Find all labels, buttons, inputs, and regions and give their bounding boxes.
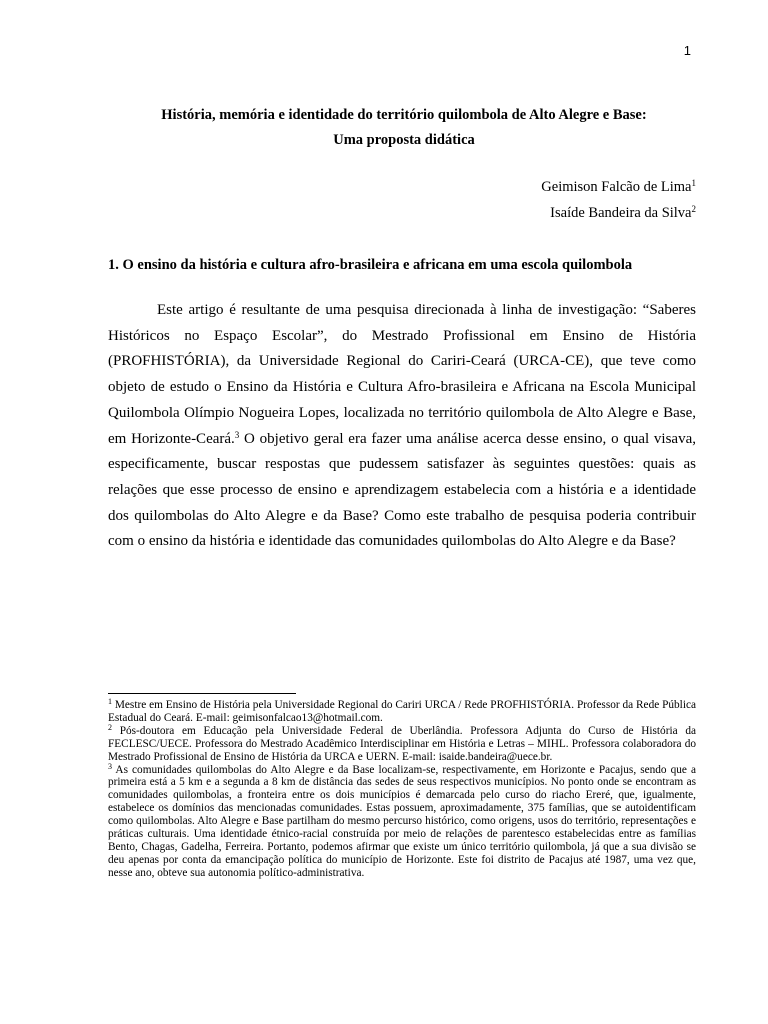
body-paragraph — [108, 298, 696, 555]
paper-title: História, memória e identidade do território quilombola de Alto Alegre e Base: — [161, 107, 647, 123]
footnote-marker: 1 — [108, 697, 112, 706]
author-2 — [550, 203, 696, 223]
paper-subtitle: Uma proposta didática — [333, 132, 475, 148]
footnote-3 — [108, 761, 696, 880]
author-1 — [541, 177, 696, 197]
footnote-separator — [108, 693, 296, 694]
footnote-marker: 2 — [108, 722, 112, 732]
footnote-text: As comunidades quilombolas do Alto Alegre e da Base localizam-se, respectivamente, em Horizonte e Pacajus, sendo que a primeira está a 5 km e a segunda a 8 km de distância das sedes de seus respectivos municípios. No ponto onde se encontram as comunidades quilombolas, a fronteira entre os dois municípios é demarcada pelo curso do riacho Ereré, que, igualmente, estabelece os domínios das mencionadas comunidades. Estas possuem, aproximadamente, 375 famílias, que se autoidentificam como quilombolas. Alto Alegre e Base partilham do mesmo percurso histórico, como origens, usos do território, representações e práticas culturais. Uma identidade étnico-racial construída por meio de relações de parentesco estabelecidas entre as famílias Bento, Chagas, Gadelha, Ferreira. Portanto, podemos afirmar que existe um único território quilombola, já que a sua divisão se deu apenas por conta da emancipação política do município de Horizonte. Este foi distrito de Pacajus até 1987, uma vez que, nesse ano, obteve sua autonomia político-administrativa. — [108, 763, 696, 879]
page-number: 1 — [683, 43, 691, 58]
author-name: Isaíde Bandeira da Silva — [550, 205, 692, 221]
section-heading: 1. O ensino da história e cultura afro-brasileira e africana em uma escola quilombola — [108, 257, 633, 273]
author-name: Geimison Falcão de Lima — [541, 179, 692, 195]
body-text-part-2: O objetivo geral era fazer uma análise acerca desse ensino, o qual visava, especificamente, buscar respostas que pudessem satisfazer às seguintes questões: quais as relações que esse processo de ensino e aprendizagem estabelecia com a história e a identidade dos quilombolas do Alto Alegre e da Base? Como este trabalho de pesquisa poderia contribuir com o ensino da história e identidade das comunidades quilombolas do Alto Alegre e da Base? — [108, 430, 696, 550]
author-footnote-ref: 2 — [691, 204, 696, 214]
footnotes — [108, 699, 696, 880]
footnote-text: Mestre em Ensino de História pela Universidade Regional do Cariri URCA / Rede PROFHISTÓRIA. Professor da Rede Pública Estadual do Ceará. E-mail: geimisonfalcao13@hotmail.com. — [108, 699, 696, 724]
author-footnote-ref: 1 — [691, 178, 696, 188]
footnote-marker: 3 — [108, 761, 112, 771]
footnote-2 — [108, 722, 696, 764]
footnote-1 — [108, 699, 696, 725]
body-text-part-1: Este artigo é resultante de uma pesquisa direcionada à linha de investigação: “Saberes Históricos no Espaço Escolar”, do Mestrado Profissional em Ensino de História (PROFHISTÓRIA), da Universidade Regional do Cariri-Ceará (URCA-CE), que teve como objeto de estudo o Ensino da História e Cultura Afro-brasileira e Africana na Escola Municipal Quilombola Olímpio Nogueira Lopes, localizada no território quilombola de Alto Alegre e Base, em Horizonte-Ceará. — [108, 302, 696, 447]
footnote-ref-3: 3 — [234, 429, 240, 440]
footnote-text: Pós-doutora em Educação pela Universidade Federal de Uberlândia. Professora Adjunta do Curso de História da FECLESC/UECE. Professora do Mestrado Acadêmico Interdisciplinar em História e Letras – MIHL. Professora colaboradora do Mestrado Profissional de Ensino de História da URCA e UERN. E-mail: isaide.bandeira@uece.br. — [108, 724, 696, 763]
